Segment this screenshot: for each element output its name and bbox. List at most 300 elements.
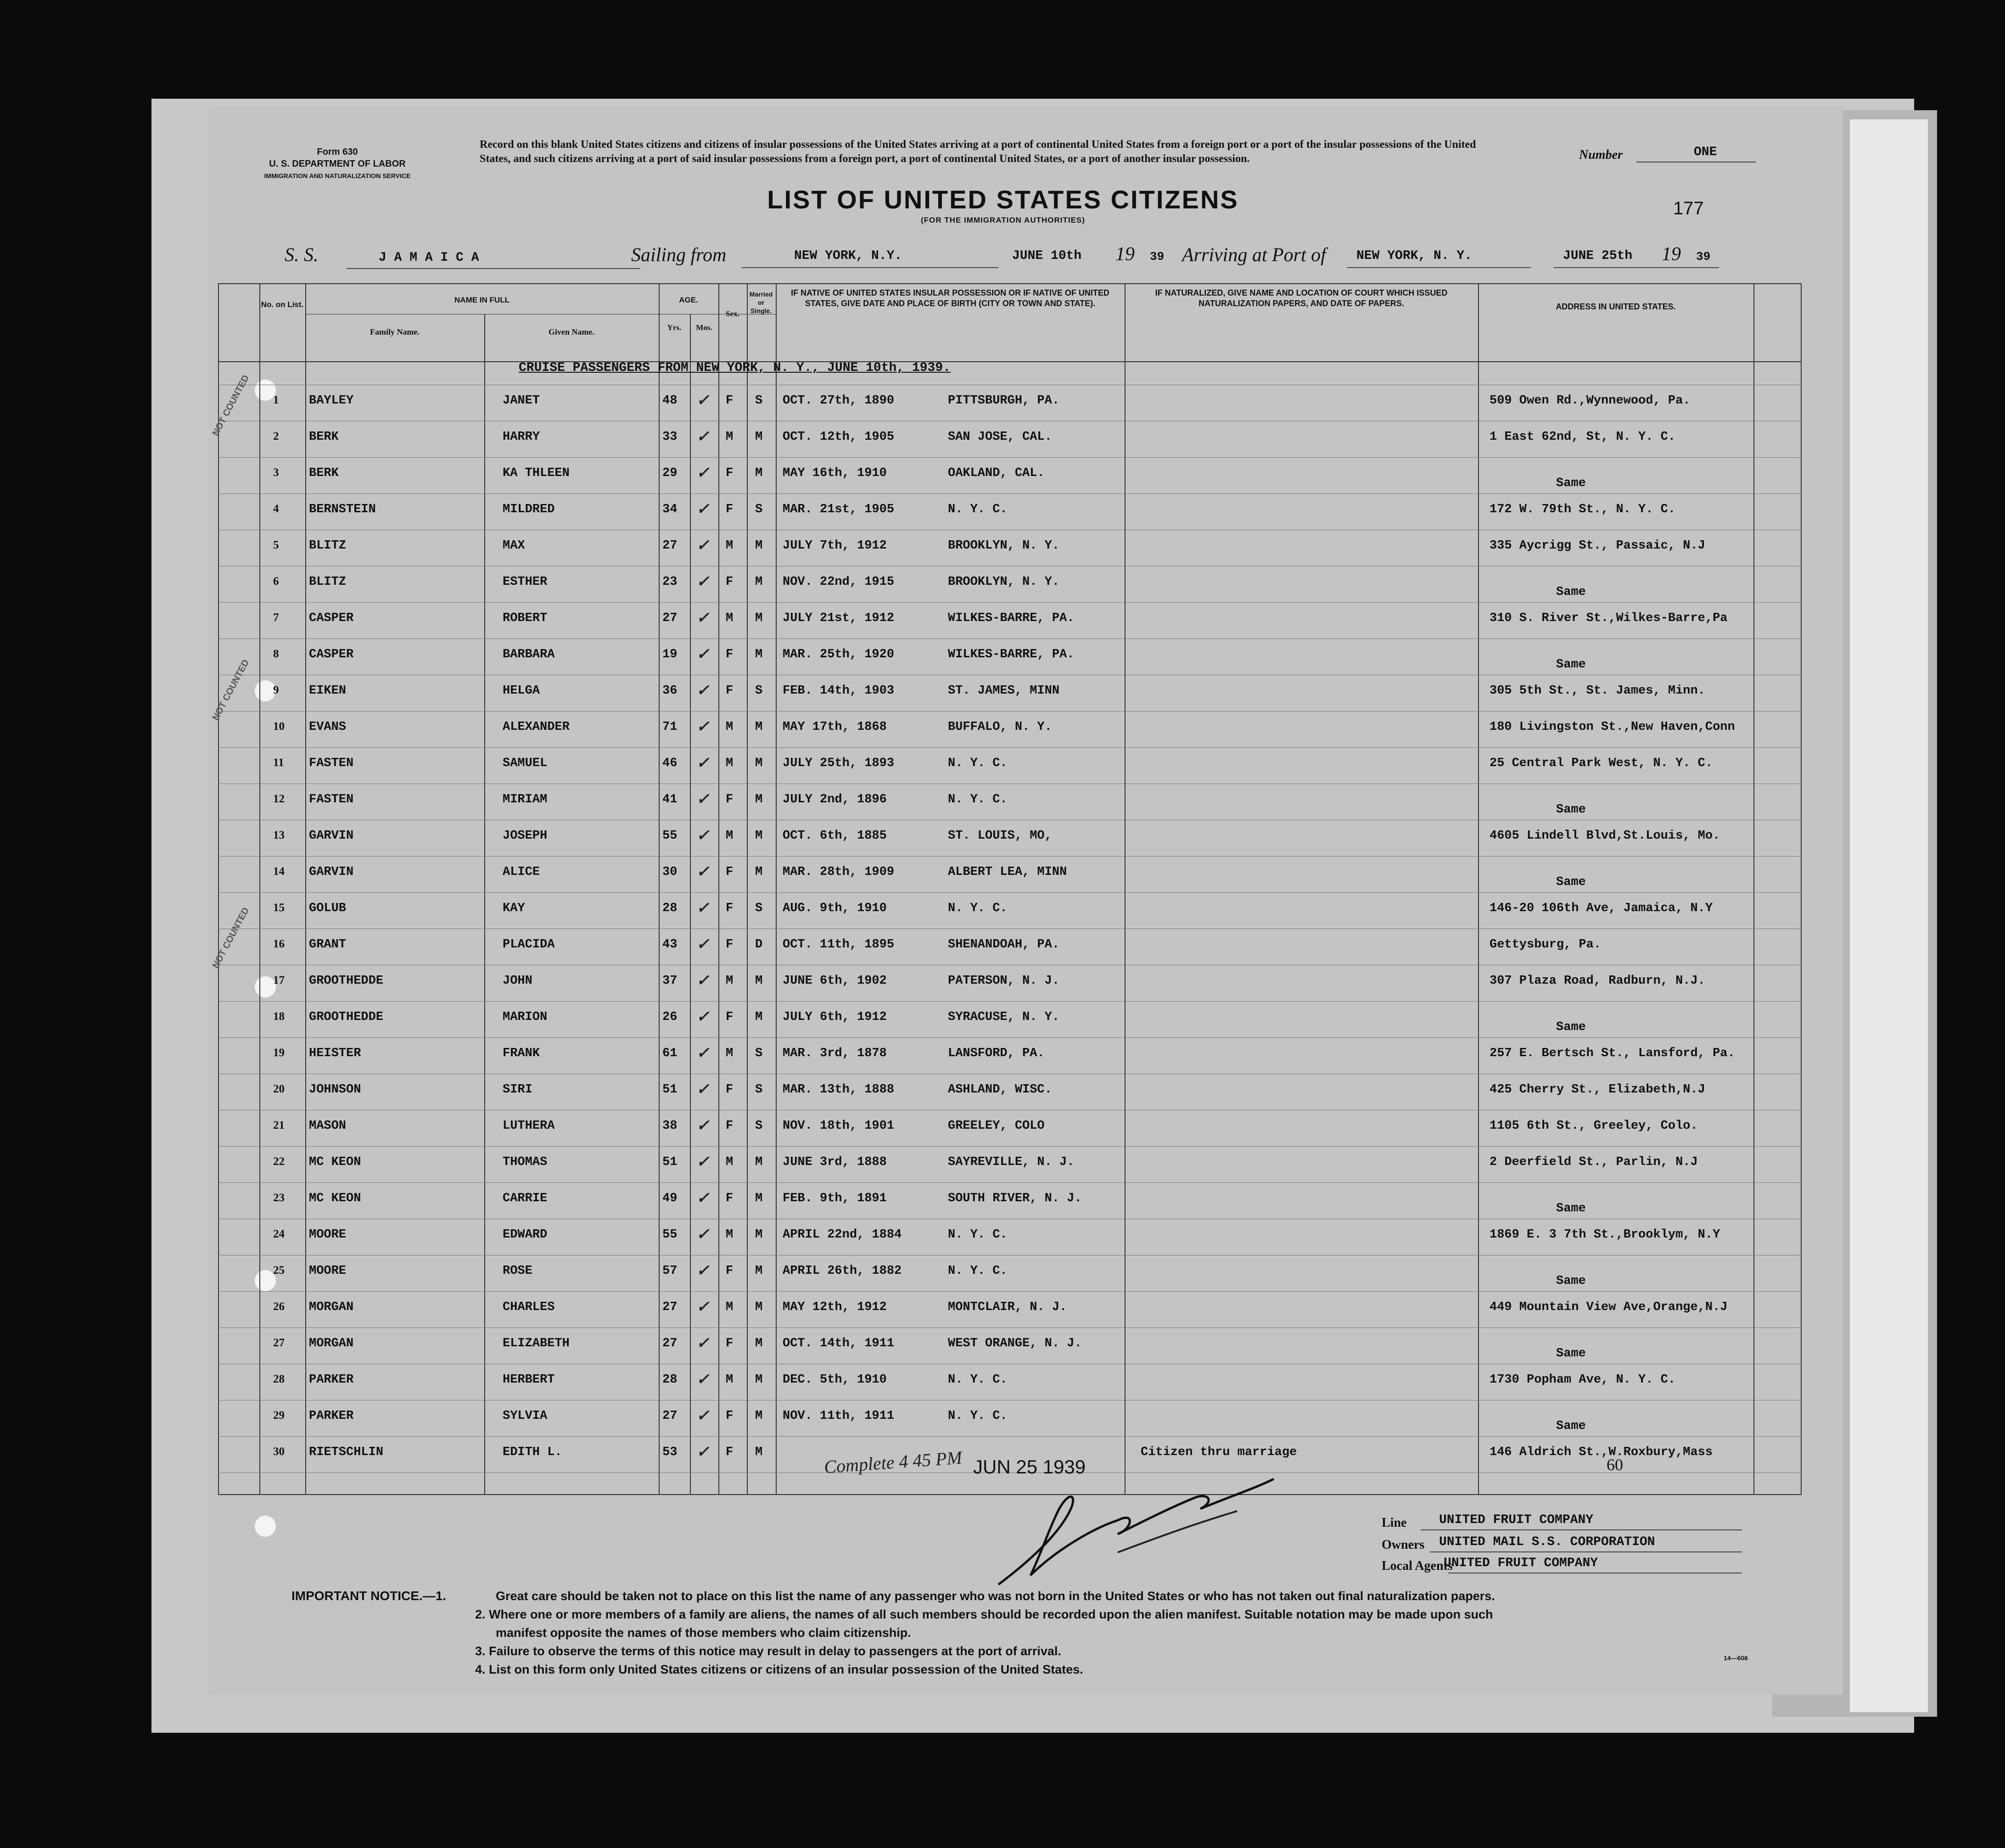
check-mark: ✓: [696, 392, 710, 409]
family-name: MOORE: [309, 1264, 347, 1278]
family-name: EVANS: [309, 720, 347, 734]
sex: M: [726, 430, 734, 444]
given-name: FRANK: [503, 1047, 540, 1060]
check-mark: ✓: [696, 863, 710, 880]
table-row: [209, 1010, 1843, 1038]
age-years: 48: [662, 394, 678, 408]
birth-date: AUG. 9th, 1910: [783, 902, 887, 915]
marital-status: S: [755, 684, 763, 698]
arriving-label: Arriving at Port of: [1182, 245, 1326, 266]
table-row: [209, 648, 1843, 675]
given-name: BARBARA: [503, 648, 555, 661]
agents-label: Local Agents: [1382, 1559, 1453, 1573]
row-number: 28: [273, 1373, 285, 1385]
age-years: 28: [662, 1373, 678, 1387]
birth-date: OCT. 6th, 1885: [783, 829, 887, 843]
age-years: 27: [662, 611, 678, 625]
sex: M: [726, 1228, 734, 1242]
header-family-name: Family Name.: [370, 327, 420, 336]
notice-heading: IMPORTANT NOTICE.—1.: [291, 1589, 447, 1603]
family-name: CASPER: [309, 648, 354, 661]
family-name: BLITZ: [309, 575, 347, 589]
age-years: 27: [662, 1300, 678, 1314]
check-mark: ✓: [696, 972, 710, 989]
birth-place: WILKES-BARRE, PA.: [948, 611, 1075, 625]
given-name: ELIZABETH: [503, 1337, 570, 1350]
sex: F: [726, 938, 734, 952]
header-bottom-rule: [218, 361, 1802, 362]
birth-date: JULY 21st, 1912: [783, 611, 895, 625]
check-mark: ✓: [696, 718, 710, 735]
birth-date: JUNE 6th, 1902: [783, 974, 887, 988]
marital-status: M: [755, 756, 763, 770]
sex: F: [726, 1192, 734, 1205]
check-mark: ✓: [696, 1045, 710, 1062]
family-name: MOORE: [309, 1228, 347, 1242]
birth-place: WEST ORANGE, N. J.: [948, 1337, 1082, 1350]
arrival-year: 39: [1696, 250, 1711, 263]
address: 257 E. Bertsch St., Lansford, Pa.: [1490, 1047, 1735, 1060]
table-row: [209, 829, 1843, 857]
owners-underline: [1430, 1551, 1742, 1552]
check-mark: ✓: [696, 682, 710, 699]
row-number: 7: [273, 611, 279, 624]
table-row: [209, 1155, 1843, 1183]
address: 1869 E. 3 7th St.,Brooklym, N.Y: [1490, 1228, 1720, 1242]
sex: F: [726, 1010, 734, 1024]
age-years: 27: [662, 539, 678, 553]
sex: M: [726, 829, 734, 843]
address: Same: [1556, 875, 1586, 889]
given-name: CHARLES: [503, 1300, 555, 1314]
sex: M: [726, 756, 734, 770]
header-married-single: Married or Single.: [749, 291, 773, 314]
given-name: JOSEPH: [503, 829, 548, 843]
form-department-block: [255, 146, 420, 182]
sex: F: [726, 1119, 734, 1133]
birth-place: PITTSBURGH, PA.: [948, 394, 1060, 408]
given-name: ESTHER: [503, 575, 548, 589]
form-instructions: Record on this blank United States citizens and citizens of insular possessions of the United States arriving at a port of continental United States from a foreign port or a port of the insular possessions of the United States, and such citizens arriving at a port of said insular possessions from a foreign port, a port of continental United States, or a port of another insular possession.: [480, 139, 1476, 165]
family-name: GARVIN: [309, 865, 354, 879]
table-row: [209, 575, 1843, 603]
table-row: [209, 430, 1843, 458]
sex: M: [726, 1373, 734, 1387]
given-name: SIRI: [503, 1083, 532, 1097]
check-mark: ✓: [696, 1081, 710, 1098]
marital-status: S: [755, 1083, 763, 1097]
given-name: KAY: [503, 902, 525, 915]
marital-status: M: [755, 974, 763, 988]
birth-place: WILKES-BARRE, PA.: [948, 648, 1075, 661]
notice-item-4: 4. List on this form only United States citizens or citizens of an insular possession of the United States.: [475, 1663, 1083, 1676]
sex: F: [726, 648, 734, 661]
birth-place: OAKLAND, CAL.: [948, 466, 1045, 480]
marital-status: M: [755, 1337, 763, 1350]
address: 172 W. 79th St., N. Y. C.: [1490, 503, 1676, 516]
check-mark: ✓: [696, 573, 710, 590]
family-name: FASTEN: [309, 793, 354, 806]
sailing-year: 39: [1150, 250, 1165, 263]
check-mark: ✓: [696, 610, 710, 627]
table-row: [209, 466, 1843, 494]
notice-item-1: Great care should be taken not to place on this list the name of any passenger who was not born in the United States or who has not taken out final naturalization papers.: [496, 1589, 1495, 1603]
birth-place: SHENANDOAH, PA.: [948, 938, 1060, 952]
address: 509 Owen Rd.,Wynnewood, Pa.: [1490, 394, 1691, 408]
birth-date: MAY 12th, 1912: [783, 1300, 887, 1314]
address: 2 Deerfield St., Parlin, N.J: [1490, 1155, 1698, 1169]
given-name: ALICE: [503, 865, 540, 879]
age-years: 46: [662, 756, 678, 770]
birth-place: N. Y. C.: [948, 793, 1008, 806]
table-row: [209, 1119, 1843, 1147]
age-years: 28: [662, 902, 678, 915]
marital-status: M: [755, 430, 763, 444]
birth-date: DEC. 5th, 1910: [783, 1373, 887, 1387]
birth-place: N. Y. C.: [948, 503, 1008, 516]
birth-place: LANSFORD, PA.: [948, 1047, 1045, 1060]
age-years: 37: [662, 974, 678, 988]
sex: F: [726, 503, 734, 516]
table-row: [209, 394, 1843, 421]
birth-date: JULY 2nd, 1896: [783, 793, 887, 806]
marital-status: D: [755, 938, 763, 952]
marital-status: M: [755, 1228, 763, 1242]
address: 335 Aycrigg St., Passaic, N.J: [1490, 539, 1705, 553]
family-name: BAYLEY: [309, 394, 354, 408]
ship-name: J A M A I C A: [379, 251, 479, 265]
address: 1730 Popham Ave, N. Y. C.: [1490, 1373, 1676, 1387]
age-years: 33: [662, 430, 678, 444]
sailing-port: NEW YORK, N.Y.: [794, 249, 902, 263]
family-name: EIKEN: [309, 684, 347, 698]
age-years: 61: [662, 1047, 678, 1060]
marital-status: M: [755, 611, 763, 625]
age-years: 49: [662, 1192, 678, 1205]
birth-place: SOUTH RIVER, N. J.: [948, 1192, 1082, 1205]
birth-date: MAR. 21st, 1905: [783, 503, 895, 516]
given-name: MILDRED: [503, 503, 555, 516]
age-years: 23: [662, 575, 678, 589]
check-mark: ✓: [696, 755, 710, 772]
birth-date: OCT. 12th, 1905: [783, 430, 895, 444]
family-name: BLITZ: [309, 539, 347, 553]
table-row: [209, 865, 1843, 893]
check-mark: ✓: [696, 1190, 710, 1207]
row-number: 16: [273, 938, 285, 950]
family-name: JOHNSON: [309, 1083, 361, 1097]
row-number: 9: [273, 684, 279, 696]
check-mark: ✓: [696, 900, 710, 917]
address: Same: [1556, 585, 1586, 599]
birth-date: JULY 7th, 1912: [783, 539, 887, 553]
row-number: 22: [273, 1155, 285, 1168]
age-years: 26: [662, 1010, 678, 1024]
given-name: ROSE: [503, 1264, 532, 1278]
birth-date: FEB. 9th, 1891: [783, 1192, 887, 1205]
age-years: 27: [662, 1337, 678, 1350]
row-number: 20: [273, 1083, 285, 1095]
page-number: 177: [1673, 198, 1704, 218]
address: Same: [1556, 803, 1586, 817]
marital-status: M: [755, 829, 763, 843]
sailing-year-prefix: 19: [1115, 244, 1135, 265]
age-years: 55: [662, 1228, 678, 1242]
age-years: 34: [662, 503, 678, 516]
header-address: ADDRESS IN UNITED STATES.: [1556, 302, 1676, 311]
birth-date: JULY 6th, 1912: [783, 1010, 887, 1024]
age-years: 55: [662, 829, 678, 843]
table-row: [209, 1264, 1843, 1292]
table-row: [209, 1337, 1843, 1364]
family-name: RIETSCHLIN: [309, 1445, 384, 1459]
notice-item-2-continued: manifest opposite the names of those members who claim citizenship.: [496, 1626, 911, 1640]
table-row: [209, 938, 1843, 965]
address: 310 S. River St.,Wilkes-Barre,Pa: [1490, 611, 1728, 625]
address: Same: [1556, 1020, 1586, 1034]
address: 449 Mountain View Ave,Orange,N.J: [1490, 1300, 1728, 1314]
sailing-port-underline: [741, 267, 998, 268]
given-name: EDITH L.: [503, 1445, 562, 1459]
address: Same: [1556, 1347, 1586, 1361]
sex: F: [726, 1337, 734, 1350]
punch-hole: [255, 1516, 276, 1537]
form-code: 14—606: [1724, 1654, 1748, 1662]
line-value: UNITED FRUIT COMPANY: [1439, 1513, 1594, 1527]
family-name: BERNSTEIN: [309, 503, 376, 516]
table-row: [209, 503, 1843, 530]
age-years: 71: [662, 720, 678, 734]
birth-place: ALBERT LEA, MINN: [948, 865, 1067, 879]
address: 25 Central Park West, N. Y. C.: [1490, 756, 1713, 770]
address: 307 Plaza Road, Radburn, N.J.: [1490, 974, 1705, 988]
table-row: [209, 1192, 1843, 1219]
table-row: [209, 1373, 1843, 1400]
check-mark: ✓: [696, 1154, 710, 1170]
birth-date: JUNE 3rd, 1888: [783, 1155, 887, 1169]
row-number: 1: [273, 394, 279, 406]
header-name-in-full: NAME IN FULL: [454, 296, 510, 304]
family-name: GARVIN: [309, 829, 354, 843]
birth-date: APRIL 26th, 1882: [783, 1264, 902, 1278]
header-sex: Sex.: [726, 309, 739, 318]
marital-status: M: [755, 648, 763, 661]
table-row: [209, 684, 1843, 711]
sex: F: [726, 575, 734, 589]
arrival-port-underline: [1347, 267, 1531, 268]
family-name: MC KEON: [309, 1192, 361, 1205]
check-mark: ✓: [696, 1226, 710, 1243]
family-name: MORGAN: [309, 1300, 354, 1314]
birth-place: ST. JAMES, MINN: [948, 684, 1060, 698]
marital-status: M: [755, 720, 763, 734]
given-name: MARION: [503, 1010, 548, 1024]
not-counted-stamp: NOT COUNTED: [210, 658, 252, 722]
sex: F: [726, 1445, 734, 1459]
address: 305 5th St., St. James, Minn.: [1490, 684, 1705, 698]
ship-underline: [347, 268, 640, 269]
birth-date: OCT. 27th, 1890: [783, 394, 895, 408]
table-row: [209, 611, 1843, 639]
complete-note: Complete 4 45 PM: [823, 1447, 963, 1478]
row-number: 14: [273, 865, 285, 878]
birth-place: SAYREVILLE, N. J.: [948, 1155, 1075, 1169]
table-row: [209, 793, 1843, 820]
birth-place: SYRACUSE, N. Y.: [948, 1010, 1060, 1024]
check-mark: ✓: [696, 1299, 710, 1316]
birth-date: OCT. 14th, 1911: [783, 1337, 895, 1350]
family-name: GRANT: [309, 938, 347, 952]
sex: M: [726, 974, 734, 988]
marital-status: M: [755, 539, 763, 553]
number-label: Number: [1579, 148, 1623, 162]
check-mark: ✓: [696, 1117, 710, 1134]
row-number: 24: [273, 1228, 285, 1240]
birth-place: SAN JOSE, CAL.: [948, 430, 1052, 444]
service-name: IMMIGRATION AND NATURALIZATION SERVICE: [264, 172, 411, 179]
address: Same: [1556, 1274, 1586, 1288]
table-row: [209, 1228, 1843, 1255]
sex: F: [726, 466, 734, 480]
given-name: ALEXANDER: [503, 720, 570, 734]
marital-status: M: [755, 1300, 763, 1314]
owners-label: Owners: [1382, 1538, 1425, 1552]
sailing-date: JUNE 10th: [1012, 249, 1082, 263]
address: Same: [1556, 476, 1586, 490]
birth-date: MAY 16th, 1910: [783, 466, 887, 480]
birth-date: MAR. 28th, 1909: [783, 865, 895, 879]
sex: F: [726, 684, 734, 698]
marital-status: M: [755, 793, 763, 806]
given-name: KA THLEEN: [503, 466, 570, 480]
line-label: Line: [1382, 1516, 1407, 1530]
birth-date: NOV. 18th, 1901: [783, 1119, 895, 1133]
marital-status: M: [755, 1010, 763, 1024]
address: 146 Aldrich St.,W.Roxbury,Mass: [1490, 1445, 1713, 1459]
manifest-page: [209, 106, 1843, 1695]
form-number: Form 630: [317, 147, 358, 157]
row-number: 11: [273, 756, 284, 769]
header-mos: Mos.: [696, 323, 712, 332]
notice-item-2: 2. Where one or more members of a family are aliens, the names of all such members should be recorded upon the alien manifest. Suitable notation may be made upon such: [475, 1607, 1493, 1621]
header-naturalized: IF NATURALIZED, GIVE NAME AND LOCATION OF COURT WHICH ISSUED NATURALIZATION PAPERS, AND DATE OF PAPERS.: [1155, 288, 1448, 308]
sex: F: [726, 1083, 734, 1097]
arrival-date-underline: [1554, 267, 1719, 268]
address: 1105 6th St., Greeley, Colo.: [1490, 1119, 1698, 1133]
birth-date: NOV. 11th, 1911: [783, 1409, 895, 1423]
address: Same: [1556, 1202, 1586, 1215]
row-number: 4: [273, 503, 279, 515]
row-number: 18: [273, 1010, 285, 1023]
age-years: 19: [662, 648, 678, 661]
check-mark: ✓: [696, 791, 710, 808]
sex: M: [726, 1300, 734, 1314]
family-name: CASPER: [309, 611, 354, 625]
given-name: MIRIAM: [503, 793, 548, 806]
age-years: 53: [662, 1445, 678, 1459]
marital-status: M: [755, 1445, 763, 1459]
marital-status: M: [755, 1409, 763, 1423]
given-name: JANET: [503, 394, 540, 408]
line-underline: [1421, 1529, 1742, 1530]
family-name: FASTEN: [309, 756, 354, 770]
table-row: [209, 1083, 1843, 1110]
birth-date: APRIL 22nd, 1884: [783, 1228, 902, 1242]
age-years: 27: [662, 1409, 678, 1423]
birth-place: MONTCLAIR, N. J.: [948, 1300, 1067, 1314]
row-number: 15: [273, 902, 285, 914]
family-name: MORGAN: [309, 1337, 354, 1350]
header-birth: IF NATIVE OF UNITED STATES INSULAR POSSESSION OR IF NATIVE OF UNITED STATES, GIVE DATE AND PLACE OF BIRTH (CITY OR TOWN AND STATE).: [791, 288, 1109, 308]
check-mark: ✓: [696, 465, 710, 482]
sex: M: [726, 1155, 734, 1169]
inspector-signature: [980, 1451, 1292, 1598]
check-mark: ✓: [696, 1444, 710, 1461]
owners-value: UNITED MAIL S.S. CORPORATION: [1439, 1535, 1655, 1549]
birth-place: N. Y. C.: [948, 902, 1008, 915]
age-years: 43: [662, 938, 678, 952]
sex: F: [726, 1409, 734, 1423]
row-number: 27: [273, 1337, 285, 1349]
check-mark: ✓: [696, 827, 710, 844]
family-name: GROOTHEDDE: [309, 1010, 384, 1024]
birth-place: PATERSON, N. J.: [948, 974, 1060, 988]
row-number: 29: [273, 1409, 285, 1422]
cruise-note: CRUISE PASSENGERS FROM NEW YORK, N. Y., JUNE 10th, 1939.: [519, 361, 951, 375]
birth-place: ASHLAND, WISC.: [948, 1083, 1052, 1097]
naturalization-info: Citizen thru marriage: [1141, 1445, 1297, 1459]
age-years: 51: [662, 1083, 678, 1097]
date-stamp: JUN 25 1939: [973, 1456, 1086, 1478]
arrival-year-prefix: 19: [1662, 244, 1681, 265]
not-counted-stamp: NOT COUNTED: [210, 373, 252, 438]
row-number: 23: [273, 1192, 285, 1204]
sex: M: [726, 1047, 734, 1060]
row-number: 3: [273, 466, 279, 479]
birth-place: ST. LOUIS, MO,: [948, 829, 1052, 843]
ss-label: S. S.: [285, 245, 319, 266]
arrival-date: JUNE 25th: [1563, 249, 1633, 263]
given-name: ROBERT: [503, 611, 548, 625]
family-name: MASON: [309, 1119, 347, 1133]
address: 1 East 62nd, St, N. Y. C.: [1490, 430, 1676, 444]
family-name: MC KEON: [309, 1155, 361, 1169]
family-name: GROOTHEDDE: [309, 974, 384, 988]
marital-status: S: [755, 503, 763, 516]
family-name: GOLUB: [309, 902, 347, 915]
check-mark: ✓: [696, 537, 710, 554]
check-mark: ✓: [696, 936, 710, 953]
birth-date: JULY 25th, 1893: [783, 756, 895, 770]
birth-place: N. Y. C.: [948, 1409, 1008, 1423]
marital-status: M: [755, 1155, 763, 1169]
sex: F: [726, 793, 734, 806]
birth-place: BUFFALO, N. Y.: [948, 720, 1052, 734]
birth-place: GREELEY, COLO: [948, 1119, 1045, 1133]
arrival-port: NEW YORK, N. Y.: [1356, 249, 1473, 263]
row-number: 13: [273, 829, 285, 841]
check-mark: ✓: [696, 1335, 710, 1352]
sex: M: [726, 720, 734, 734]
row-number: 8: [273, 648, 279, 660]
header-no-on-list: No. on List.: [261, 300, 304, 309]
age-years: 29: [662, 466, 678, 480]
given-name: SAMUEL: [503, 756, 548, 770]
family-name: BERK: [309, 466, 339, 480]
age-years: 30: [662, 865, 678, 879]
sex: M: [726, 539, 734, 553]
sex: M: [726, 611, 734, 625]
